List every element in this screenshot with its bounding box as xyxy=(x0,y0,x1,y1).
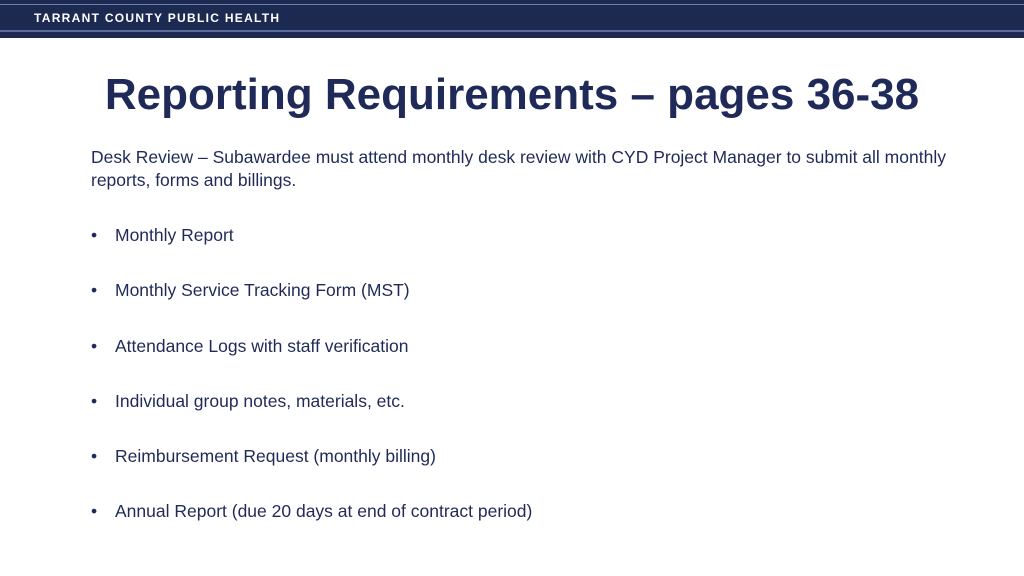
slide-title: Reporting Requirements – pages 36-38 xyxy=(104,70,920,119)
organization-name: TARRANT COUNTY PUBLIC HEALTH xyxy=(34,11,281,25)
header-bar xyxy=(0,0,1024,38)
bullet-icon: • xyxy=(91,335,98,356)
bullet-icon: • xyxy=(91,501,98,522)
bullet-icon: • xyxy=(91,225,98,245)
bullet-text: Monthly Report xyxy=(115,225,234,245)
bullet-icon: • xyxy=(91,446,98,467)
bullet-icon: • xyxy=(91,390,98,411)
bullet-text: Monthly Service Tracking Form (MST) xyxy=(115,280,410,301)
bullet-text: Annual Report (due 20 days at end of contract period) xyxy=(115,501,533,522)
intro-paragraph: Desk Review – Subawardee must attend monthly desk review with CYD Project Manager to submit all monthly reports, forms and billings. xyxy=(91,147,946,190)
header-divider-top xyxy=(0,4,1024,5)
bullet-icon: • xyxy=(91,280,98,301)
header-divider-bottom xyxy=(0,30,1024,32)
bullet-text: Reimbursement Request (monthly billing) xyxy=(115,446,436,467)
bullet-text: Individual group notes, materials, etc. xyxy=(115,390,405,411)
bullet-text: Attendance Logs with staff verification xyxy=(115,335,409,356)
